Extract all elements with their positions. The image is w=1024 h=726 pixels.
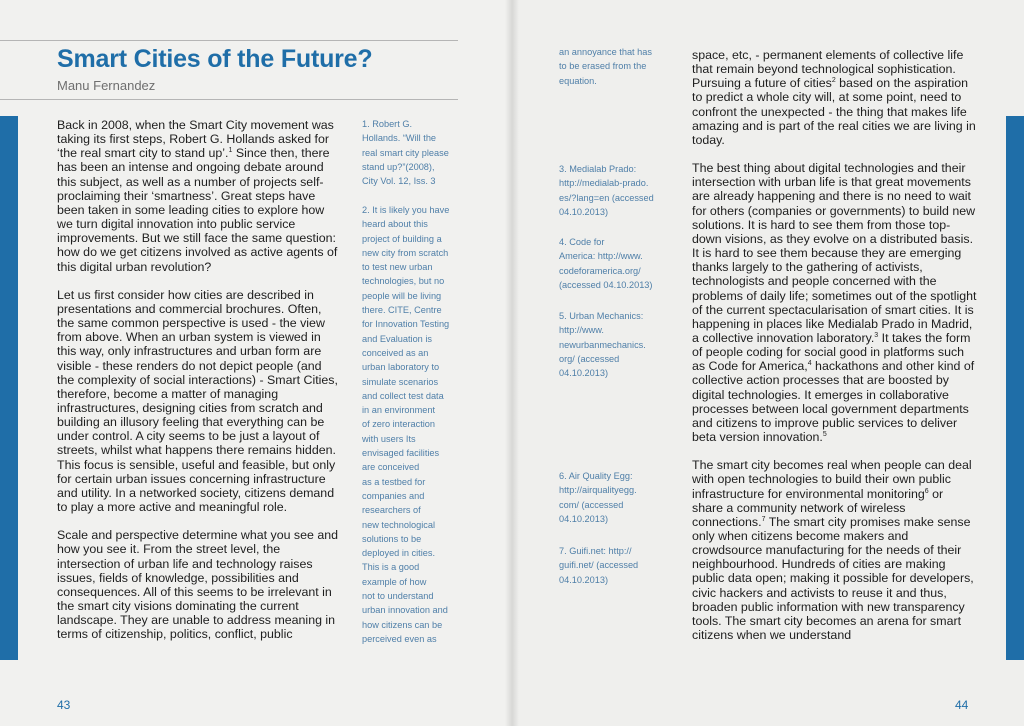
footnote-marker: 6: [924, 487, 929, 495]
footnote-line: 5. Urban Mechanics:: [559, 311, 644, 321]
body-paragraph: The smart city becomes real when people can deal with open technologies to build their own public infrastructure for environmental monitoring$^6$ or share a community network of wireless connections.$^7$ The smart city promises make sense only when citizens become makers and crowdsource manufacturing for the needs of their neighbourhood. Hundreds of cities are making public data open; making it possible for developers, civic hackers and activists to reuse it and thus, broaden public information with new transparency tools. The smart city becomes an arena for smart citizens when we understand: [692, 458, 974, 643]
footnote-line: 7. Guifi.net: http://: [559, 546, 632, 556]
footnote-1: [362, 117, 472, 188]
footnote-line: solutions to be: [362, 533, 422, 544]
body-paragraph: Scale and perspective determine what you see and how you see it. From the street level, the intersection of urban life and technology raises issues, fields of knowledge, possibilities and consequences. All of this seems to be irrelevant in the smart city visions dominating the current landscape. They are unable to address meaning in terms of citizenship, politics, conflict, public: [57, 528, 339, 642]
footnote-line: new city from scratch: [362, 247, 449, 258]
left-body-column: [57, 118, 342, 655]
footnote-line: of zero interaction: [362, 419, 436, 430]
footnote-line: new technological: [362, 519, 436, 530]
footnote-line: heard about this: [362, 219, 428, 230]
page-number-right: 44: [955, 698, 969, 712]
footnote-line: people will be living: [362, 290, 442, 301]
footnote-marker: 1: [228, 147, 233, 155]
footnote-line: http://www.: [559, 325, 604, 336]
footnote-line: and collect test data: [362, 390, 444, 401]
article-title: Smart Cities of the Future?: [57, 45, 373, 73]
footnote-line: 04.10.2013): [559, 368, 609, 379]
footnote-7: [559, 544, 669, 587]
footnote-line: This is a good: [362, 562, 420, 573]
footnote-line: deployed in cities.: [362, 548, 436, 559]
footnote-line: to test new urban: [362, 262, 433, 273]
footnote-line: equation.: [559, 75, 597, 86]
footnote-line: with users Its: [362, 433, 416, 444]
footnote-line: codeforamerica.org/: [559, 265, 641, 276]
title-bottom-rule: [0, 99, 458, 100]
footnote-marker: 2: [831, 77, 836, 85]
footnote-6: [559, 469, 669, 526]
footnote-line: 1. Robert G.: [362, 119, 413, 129]
footnote-line: envisaged facilities: [362, 448, 440, 459]
right-body-column: [692, 48, 977, 656]
footnote-line: for Innovation Testing: [362, 319, 450, 330]
footnote-line: technologies, but no: [362, 276, 445, 287]
page-gutter: [505, 0, 519, 726]
footnote-line: 4. Code for: [559, 237, 605, 247]
footnote-line: in an environment: [362, 405, 436, 416]
footnote-line: and Evaluation is: [362, 333, 432, 344]
footnote-2: [362, 203, 472, 646]
footnote-line: America: http://www.: [559, 251, 643, 262]
footnote-line: org/ (accessed: [559, 353, 620, 364]
footnote-line: there. CITE, Centre: [362, 305, 442, 316]
footnote-line: guifi.net/ (accessed: [559, 560, 639, 571]
footnote-line: companies and: [362, 490, 425, 501]
footnote-line: 04.10.2013): [559, 513, 609, 524]
footnote-line: are conceived: [362, 462, 420, 473]
footnote-marker: 5: [822, 430, 827, 438]
footnote-line: http://medialab-prado.: [559, 178, 649, 189]
footnote-line: simulate scenarios: [362, 376, 439, 387]
footnote-marker: 3: [874, 331, 879, 339]
footnote-line: how citizens can be: [362, 619, 443, 630]
body-paragraph: Let us first consider how cities are described in presentations and commercial brochures. Often, the same common perspective is used - the view from above. When an urban system is viewed in this way, only infrastructures and urban form are visible - these renders do not depict people (and the complexity of social interactions) - Smart Cities, therefore, become a matter of managing infrastructures, designing cities from scratch and building an illusory feeling that everything can be under control. A city seems to be just a layout of streets, whilst what happens there remains hidden. This focus is sensible, useful and feasible, but only for certain urban issues concerning infrastructure and utility. In a networked society, citizens demand to play a more active and meaningful role.: [57, 287, 338, 515]
footnote-line: Hollands. “Will the: [362, 133, 437, 144]
footnote-line: urban laboratory to: [362, 362, 440, 373]
right-color-band: [1006, 116, 1024, 660]
footnote-marker: 4: [807, 360, 812, 368]
footnote-line: stand up?”(2008),: [362, 161, 435, 172]
left-color-band: [0, 116, 18, 660]
body-paragraph: Back in 2008, when the Smart City movement was taking its first steps, Robert G. Hollands asked for ‘the real smart city to stand up’.$^1$ Since then, there has been an intense and ongoing debate around this subject, as well as a number of projects self-proclaiming their ‘smartness’. Great steps have been taken in some leading cities to explore how we turn digital innovation into public service improvements. But we still face the same question: how do we get citizens involved as active agents of this digital urban revolution?: [57, 118, 338, 274]
footnote-5: [559, 309, 669, 380]
footnote-line: newurbanmechanics.: [559, 339, 646, 350]
footnote-line: com/ (accessed: [559, 499, 624, 510]
footnote-line: 04.10.2013): [559, 574, 609, 585]
body-paragraph: space, etc, - permanent elements of collective life that remain beyond technological sophistication. Pursuing a future of cities$^2$ based on the aspiration to predict a whole city will, at some point, need to confront the unexpected - the thing that makes life amazing and is part of the real cities we are living in today.: [692, 48, 976, 147]
page-number-left: 43: [57, 698, 71, 712]
footnote-2-continued: [559, 45, 669, 88]
footnote-line: to be erased from the: [559, 61, 647, 72]
footnote-3: [559, 162, 669, 219]
footnote-line: example of how: [362, 576, 427, 587]
footnote-line: conceived as an: [362, 347, 429, 358]
footnote-line: City Vol. 12, Iss. 3: [362, 176, 436, 187]
footnote-line: urban innovation and: [362, 605, 448, 616]
footnote-line: not to understand: [362, 591, 434, 602]
footnote-line: (accessed 04.10.2013): [559, 279, 653, 290]
article-author: Manu Fernandez: [57, 78, 156, 93]
footnote-line: 3. Medialab Prado:: [559, 164, 637, 174]
footnote-line: project of building a: [362, 233, 442, 244]
footnote-line: http://airqualityegg.: [559, 485, 637, 496]
footnote-line: 04.10.2013): [559, 206, 609, 217]
footnote-line: an annoyance that has: [559, 47, 652, 57]
footnote-line: perceived even as: [362, 633, 437, 644]
footnote-line: real smart city please: [362, 147, 449, 158]
footnote-line: as a testbed for: [362, 476, 426, 487]
footnote-line: es/?lang=en (accessed: [559, 192, 654, 203]
title-top-rule: [0, 40, 458, 41]
footnote-4: [559, 235, 669, 292]
footnote-line: 2. It is likely you have: [362, 205, 450, 215]
footnote-line: researchers of: [362, 505, 421, 516]
body-paragraph: The best thing about digital technologies and their intersection with urban life is that great movements are already happening and there is no need to wait for others (companies or governments) to build new solutions. It is hard to see them from those top-down visions, as they evolve on a distributed basis. It is hard to see them because they are emerging thanks largely to the gathering of activists, technologists and people concerned with the problems of daily life; sometimes out of the spotlight of the current spectacularisation of smart cities. It is happening in places like Medialab Prado in Madrid, a collective innovation laboratory.$^3$ It takes the form of people coding for social good in platforms such as Code for America,$^4$ hackathons and other kind of collective action processes that are boosted by digital technologies. It emerges in collaborative processes between local government departments and citizens to improve public services to deliver beta version innovation.$^5$: [692, 161, 977, 445]
footnote-marker: 7: [761, 515, 766, 523]
footnote-line: 6. Air Quality Egg:: [559, 471, 633, 481]
